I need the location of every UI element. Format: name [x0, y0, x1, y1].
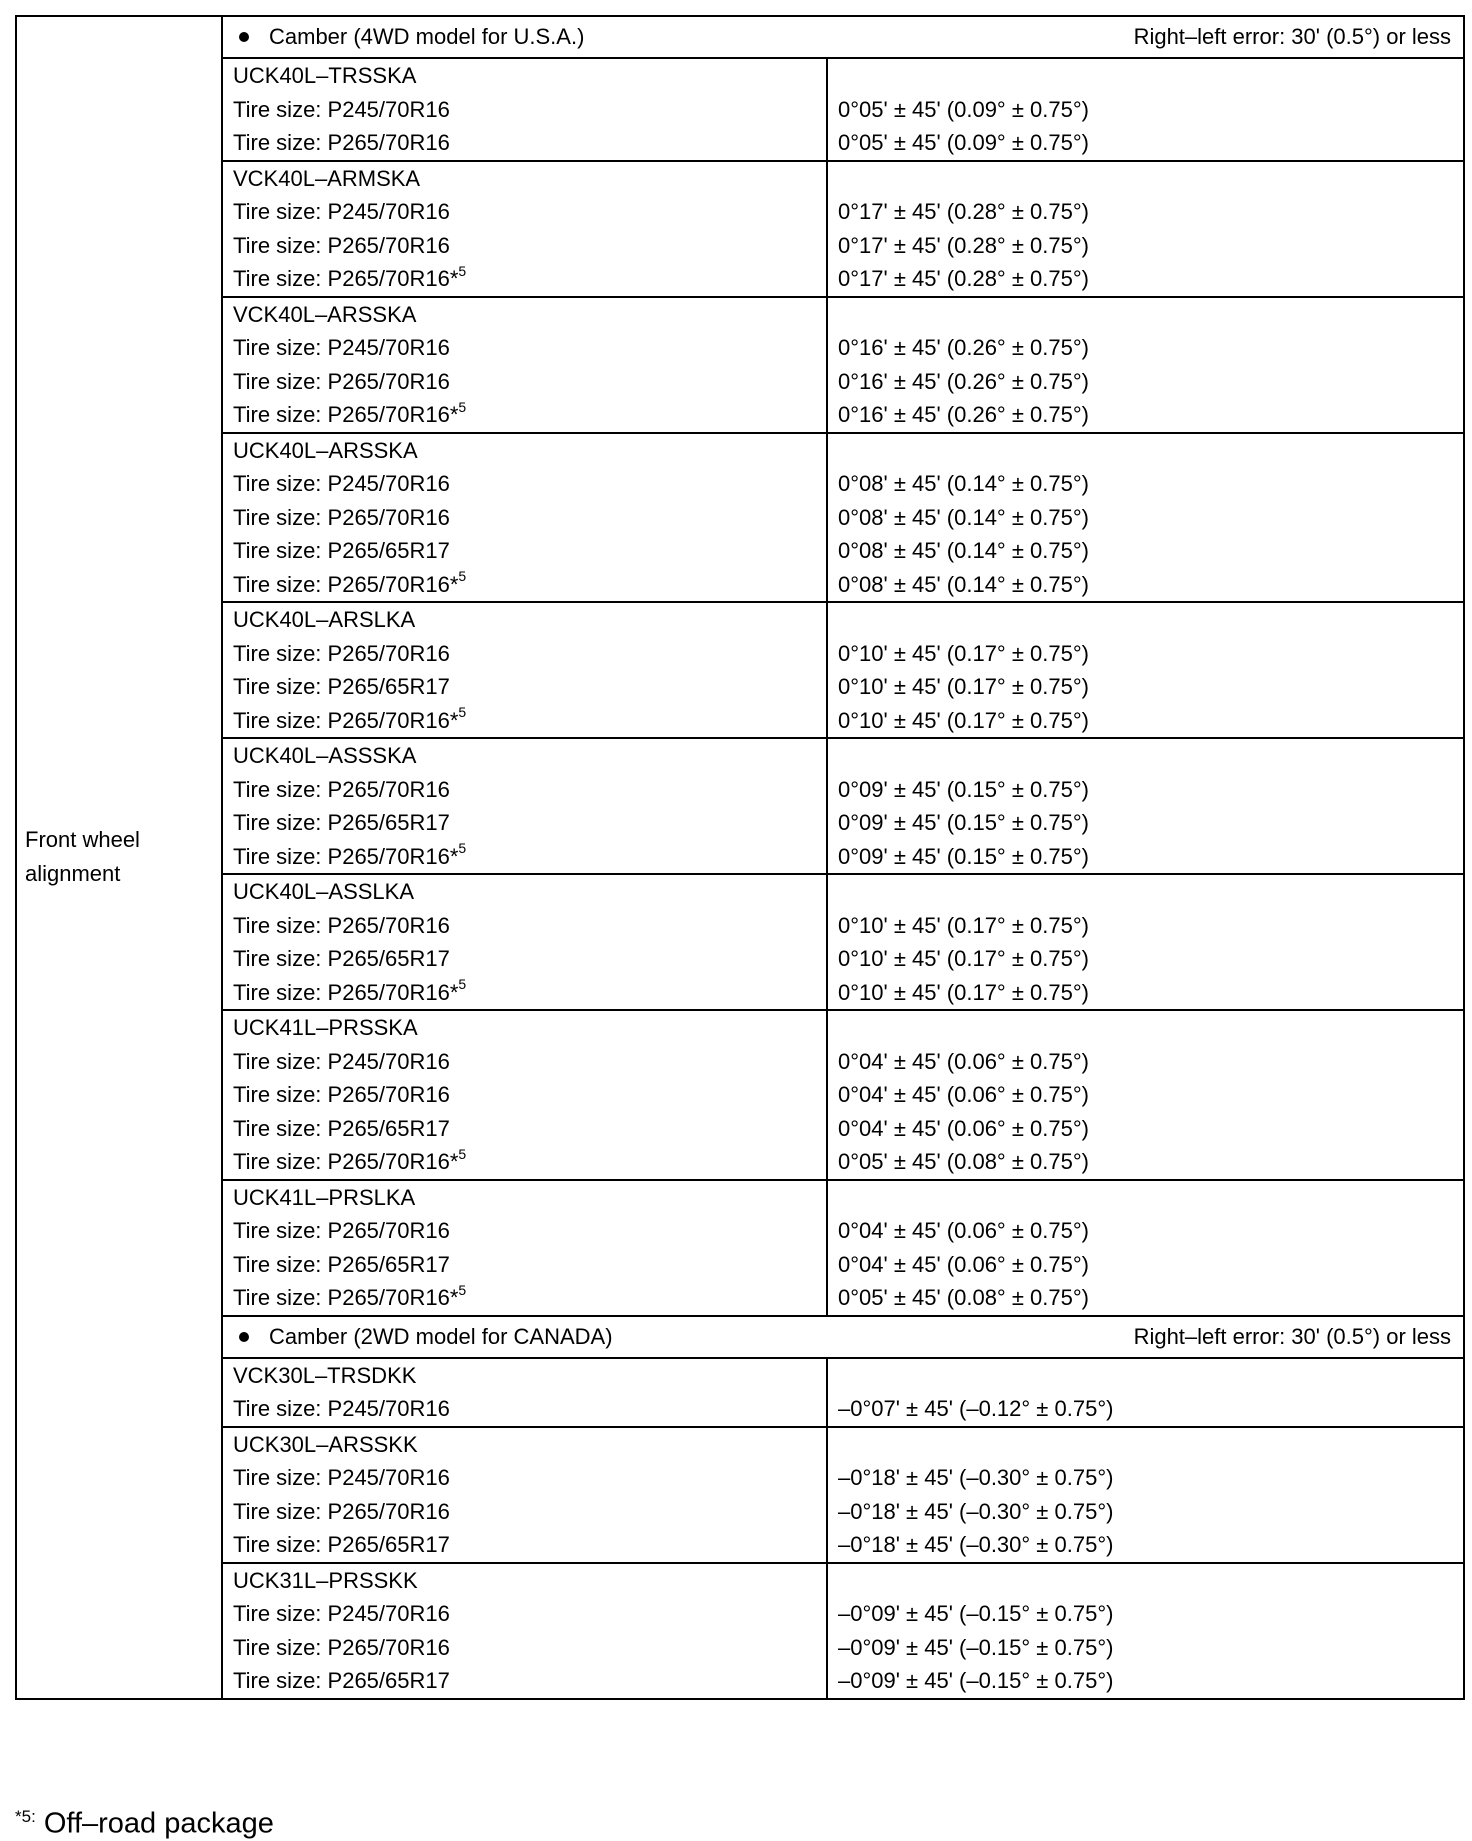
model-cell [222, 1180, 827, 1316]
tire-size-text: Tire size: P265/65R17 [233, 1532, 450, 1557]
section-title: Camber (2WD model for CANADA) [269, 1323, 613, 1349]
camber-value: 0°05' ± 45' (0.08° ± 0.75°) [838, 1285, 1089, 1310]
camber-value: 0°17' ± 45' (0.28° ± 0.75°) [838, 232, 1089, 258]
tire-size [233, 1045, 816, 1079]
tire-size [233, 262, 816, 296]
tire-size [233, 365, 816, 399]
tire-size [233, 568, 816, 602]
tire-size-text: Tire size: P265/70R16* [233, 707, 459, 733]
value-cell [827, 1180, 1464, 1316]
tire-size [233, 670, 816, 704]
value-cell [827, 297, 1464, 433]
camber-value: 0°05' ± 45' (0.09° ± 0.75°) [838, 96, 1089, 122]
tire-size-text: Tire size: P265/70R16* [233, 1285, 459, 1310]
footnote-mark: *5: [15, 1807, 36, 1826]
tire-size-text: Tire size: P265/70R16* [233, 1149, 459, 1174]
section-title: Camber (4WD model for U.S.A.) [269, 24, 585, 49]
tire-size-text: Tire size: P265/70R16 [233, 1218, 450, 1243]
tire-size-text: Tire size: P265/70R16* [233, 979, 459, 1005]
tire-size-text: Tire size: P265/70R16 [233, 912, 450, 938]
camber-value: –0°07' ± 45' (–0.12° ± 0.75°) [838, 1396, 1114, 1421]
camber-value: 0°08' ± 45' (0.14° ± 0.75°) [838, 538, 1089, 563]
value-cell [827, 874, 1464, 1010]
camber-value: 0°04' ± 45' (0.06° ± 0.75°) [838, 1251, 1089, 1277]
section-tolerance: Right–left error: 30' (0.5°) or less [1133, 1323, 1452, 1349]
model-code: UCK41L–PRSLKA [233, 1184, 416, 1210]
tire-size [233, 1495, 816, 1529]
camber-value: 0°04' ± 45' (0.06° ± 0.75°) [838, 1115, 1089, 1141]
model-row [16, 1358, 1464, 1427]
model-code: UCK40L–ASSLKA [233, 879, 414, 904]
camber-value: –0°18' ± 45' (–0.30° ± 0.75°) [838, 1465, 1114, 1490]
tire-size-text: Tire size: P265/70R16 [233, 130, 450, 155]
model-row [16, 161, 1464, 297]
camber-value: –0°09' ± 45' (–0.15° ± 0.75°) [838, 1634, 1114, 1660]
tire-size-text: Tire size: P265/70R16 [233, 504, 450, 530]
tire-size [233, 1145, 816, 1179]
tire-size [233, 1528, 816, 1562]
model-row [16, 738, 1464, 874]
tire-size-text: Tire size: P265/65R17 [233, 1251, 450, 1277]
tire-size-text: Tire size: P265/65R17 [233, 1668, 450, 1693]
model-cell [222, 1427, 827, 1563]
camber-value: 0°09' ± 45' (0.15° ± 0.75°) [838, 843, 1089, 869]
footnote-ref: 5 [458, 840, 467, 857]
camber-value: 0°09' ± 45' (0.15° ± 0.75°) [838, 810, 1089, 835]
value-cell [827, 602, 1464, 738]
camber-value: –0°09' ± 45' (–0.15° ± 0.75°) [838, 1601, 1114, 1626]
model-cell [222, 1358, 827, 1427]
model-row [16, 58, 1464, 161]
tire-size [233, 1078, 816, 1112]
bullet-icon [239, 32, 249, 42]
tire-size [233, 1112, 816, 1146]
camber-value: 0°04' ± 45' (0.06° ± 0.75°) [838, 1048, 1089, 1074]
tire-size-text: Tire size: P265/70R16* [233, 571, 459, 597]
tire-size-text: Tire size: P265/70R16 [233, 1498, 450, 1524]
tire-size-text: Tire size: P245/70R16 [233, 1601, 450, 1626]
tire-size-text: Tire size: P265/65R17 [233, 810, 450, 835]
tire-size-text: Tire size: P265/65R17 [233, 1115, 450, 1141]
model-cell [222, 297, 827, 433]
tire-size [233, 1664, 816, 1698]
item-label-cell [16, 16, 222, 1699]
footnote [15, 1800, 274, 1841]
section-header-row [16, 16, 1464, 58]
tire-size-text: Tire size: P265/70R16 [233, 1082, 450, 1107]
model-cell [222, 433, 827, 603]
camber-value: 0°08' ± 45' (0.14° ± 0.75°) [838, 504, 1089, 530]
model-cell [222, 161, 827, 297]
tire-size-text: Tire size: P245/70R16 [233, 335, 450, 360]
footnote-ref: 5 [458, 976, 467, 993]
camber-value: –0°18' ± 45' (–0.30° ± 0.75°) [838, 1532, 1114, 1557]
tire-size-text: Tire size: P265/70R16 [233, 640, 450, 666]
tire-size [233, 704, 816, 738]
spec-table-body [16, 16, 1464, 1699]
tire-size [233, 773, 816, 807]
value-cell [827, 1358, 1464, 1427]
model-row [16, 1563, 1464, 1699]
tire-size [233, 1392, 816, 1426]
model-row [16, 1427, 1464, 1563]
camber-value: 0°05' ± 45' (0.08° ± 0.75°) [838, 1149, 1089, 1174]
model-code: UCK40L–ARSLKA [233, 607, 416, 632]
value-cell [827, 738, 1464, 874]
camber-value: 0°10' ± 45' (0.17° ± 0.75°) [838, 674, 1089, 699]
tire-size-text: Tire size: P265/70R16* [233, 266, 459, 291]
value-cell [827, 433, 1464, 603]
model-row [16, 1180, 1464, 1316]
tire-size-text: Tire size: P245/70R16 [233, 1048, 450, 1074]
model-code: UCK40L–ARSSKA [233, 437, 418, 463]
tire-size-text: Tire size: P265/70R16 [233, 1634, 450, 1660]
camber-value: 0°09' ± 45' (0.15° ± 0.75°) [838, 776, 1089, 802]
camber-value: 0°17' ± 45' (0.28° ± 0.75°) [838, 199, 1089, 224]
section-header-row [16, 1316, 1464, 1358]
tire-size [233, 1214, 816, 1248]
tire-size-text: Tire size: P265/65R17 [233, 538, 450, 563]
tire-size [233, 534, 816, 568]
tire-size-text: Tire size: P265/65R17 [233, 946, 450, 971]
footnote-ref: 5 [458, 704, 467, 721]
model-code: UCK41L–PRSSKA [233, 1015, 418, 1040]
tire-size-text: Tire size: P265/65R17 [233, 674, 450, 699]
model-cell [222, 1010, 827, 1180]
value-cell [827, 58, 1464, 161]
model-code: VCK30L–TRSDKK [233, 1362, 417, 1388]
camber-value: 0°08' ± 45' (0.14° ± 0.75°) [838, 571, 1089, 597]
tire-size [233, 93, 816, 127]
value-cell [827, 161, 1464, 297]
tire-size-text: Tire size: P265/70R16* [233, 843, 459, 869]
camber-value: 0°10' ± 45' (0.17° ± 0.75°) [838, 640, 1089, 666]
tire-size-text: Tire size: P265/70R16 [233, 232, 450, 258]
model-code: UCK31L–PRSSKK [233, 1567, 418, 1593]
camber-value: –0°09' ± 45' (–0.15° ± 0.75°) [838, 1668, 1114, 1693]
tire-size [233, 229, 816, 263]
tire-size [233, 840, 816, 874]
camber-value: 0°16' ± 45' (0.26° ± 0.75°) [838, 368, 1089, 394]
tire-size [233, 1597, 816, 1631]
tire-size [233, 942, 816, 976]
camber-value: 0°10' ± 45' (0.17° ± 0.75°) [838, 946, 1089, 971]
tire-size-text: Tire size: P245/70R16 [233, 96, 450, 122]
camber-value: 0°10' ± 45' (0.17° ± 0.75°) [838, 912, 1089, 938]
tire-size [233, 126, 816, 160]
tire-size [233, 195, 816, 229]
tire-size [233, 1631, 816, 1665]
camber-value: 0°10' ± 45' (0.17° ± 0.75°) [838, 707, 1089, 733]
tire-size [233, 806, 816, 840]
section-tolerance: Right–left error: 30' (0.5°) or less [1133, 24, 1452, 49]
footnote-ref: 5 [458, 398, 467, 415]
model-code: VCK40L–ARSSKA [233, 301, 417, 327]
model-code: UCK40L–TRSSKA [233, 63, 417, 88]
tire-size [233, 1461, 816, 1495]
model-cell [222, 1563, 827, 1699]
footnote-ref: 5 [458, 262, 467, 279]
model-row [16, 433, 1464, 603]
model-code: VCK40L–ARMSKA [233, 165, 421, 191]
value-cell [827, 1563, 1464, 1699]
camber-value: 0°16' ± 45' (0.26° ± 0.75°) [838, 402, 1089, 427]
footnote-ref: 5 [458, 1145, 467, 1162]
tire-size [233, 637, 816, 671]
tire-size [233, 976, 816, 1010]
tire-size [233, 1248, 816, 1282]
tire-size [233, 501, 816, 535]
section-header [222, 1316, 1464, 1358]
section-header [222, 16, 1464, 58]
tire-size-text: Tire size: P245/70R16 [233, 199, 450, 224]
model-row [16, 602, 1464, 738]
camber-value: 0°16' ± 45' (0.26° ± 0.75°) [838, 335, 1089, 360]
model-code: UCK40L–ASSSKA [233, 743, 417, 768]
model-row [16, 874, 1464, 1010]
camber-value: 0°05' ± 45' (0.09° ± 0.75°) [838, 130, 1089, 155]
camber-value: –0°18' ± 45' (–0.30° ± 0.75°) [838, 1498, 1114, 1524]
footnote-ref: 5 [458, 1281, 467, 1298]
tire-size [233, 467, 816, 501]
tire-size-text: Tire size: P265/70R16 [233, 368, 450, 394]
tire-size [233, 331, 816, 365]
footnote-ref: 5 [458, 568, 467, 585]
model-cell [222, 738, 827, 874]
model-cell [222, 58, 827, 161]
tire-size [233, 398, 816, 432]
camber-value: 0°04' ± 45' (0.06° ± 0.75°) [838, 1082, 1089, 1107]
model-cell [222, 874, 827, 1010]
tire-size [233, 909, 816, 943]
item-label: Front wheel alignment [25, 827, 140, 887]
tire-size [233, 1281, 816, 1315]
camber-value: 0°17' ± 45' (0.28° ± 0.75°) [838, 266, 1089, 291]
model-row [16, 1010, 1464, 1180]
footnote-text: Off–road package [35, 1807, 274, 1840]
front-wheel-alignment-table [15, 15, 1465, 1700]
tire-size-text: Tire size: P245/70R16 [233, 1396, 450, 1421]
model-cell [222, 602, 827, 738]
model-row [16, 297, 1464, 433]
tire-size-text: Tire size: P265/70R16* [233, 402, 459, 427]
value-cell [827, 1427, 1464, 1563]
bullet-icon [239, 1332, 249, 1342]
tire-size-text: Tire size: P265/70R16 [233, 776, 450, 802]
tire-size-text: Tire size: P245/70R16 [233, 471, 450, 496]
value-cell [827, 1010, 1464, 1180]
tire-size-text: Tire size: P245/70R16 [233, 1465, 450, 1490]
camber-value: 0°10' ± 45' (0.17° ± 0.75°) [838, 979, 1089, 1005]
model-code: UCK30L–ARSSKK [233, 1431, 418, 1457]
camber-value: 0°04' ± 45' (0.06° ± 0.75°) [838, 1218, 1089, 1243]
camber-value: 0°08' ± 45' (0.14° ± 0.75°) [838, 471, 1089, 496]
